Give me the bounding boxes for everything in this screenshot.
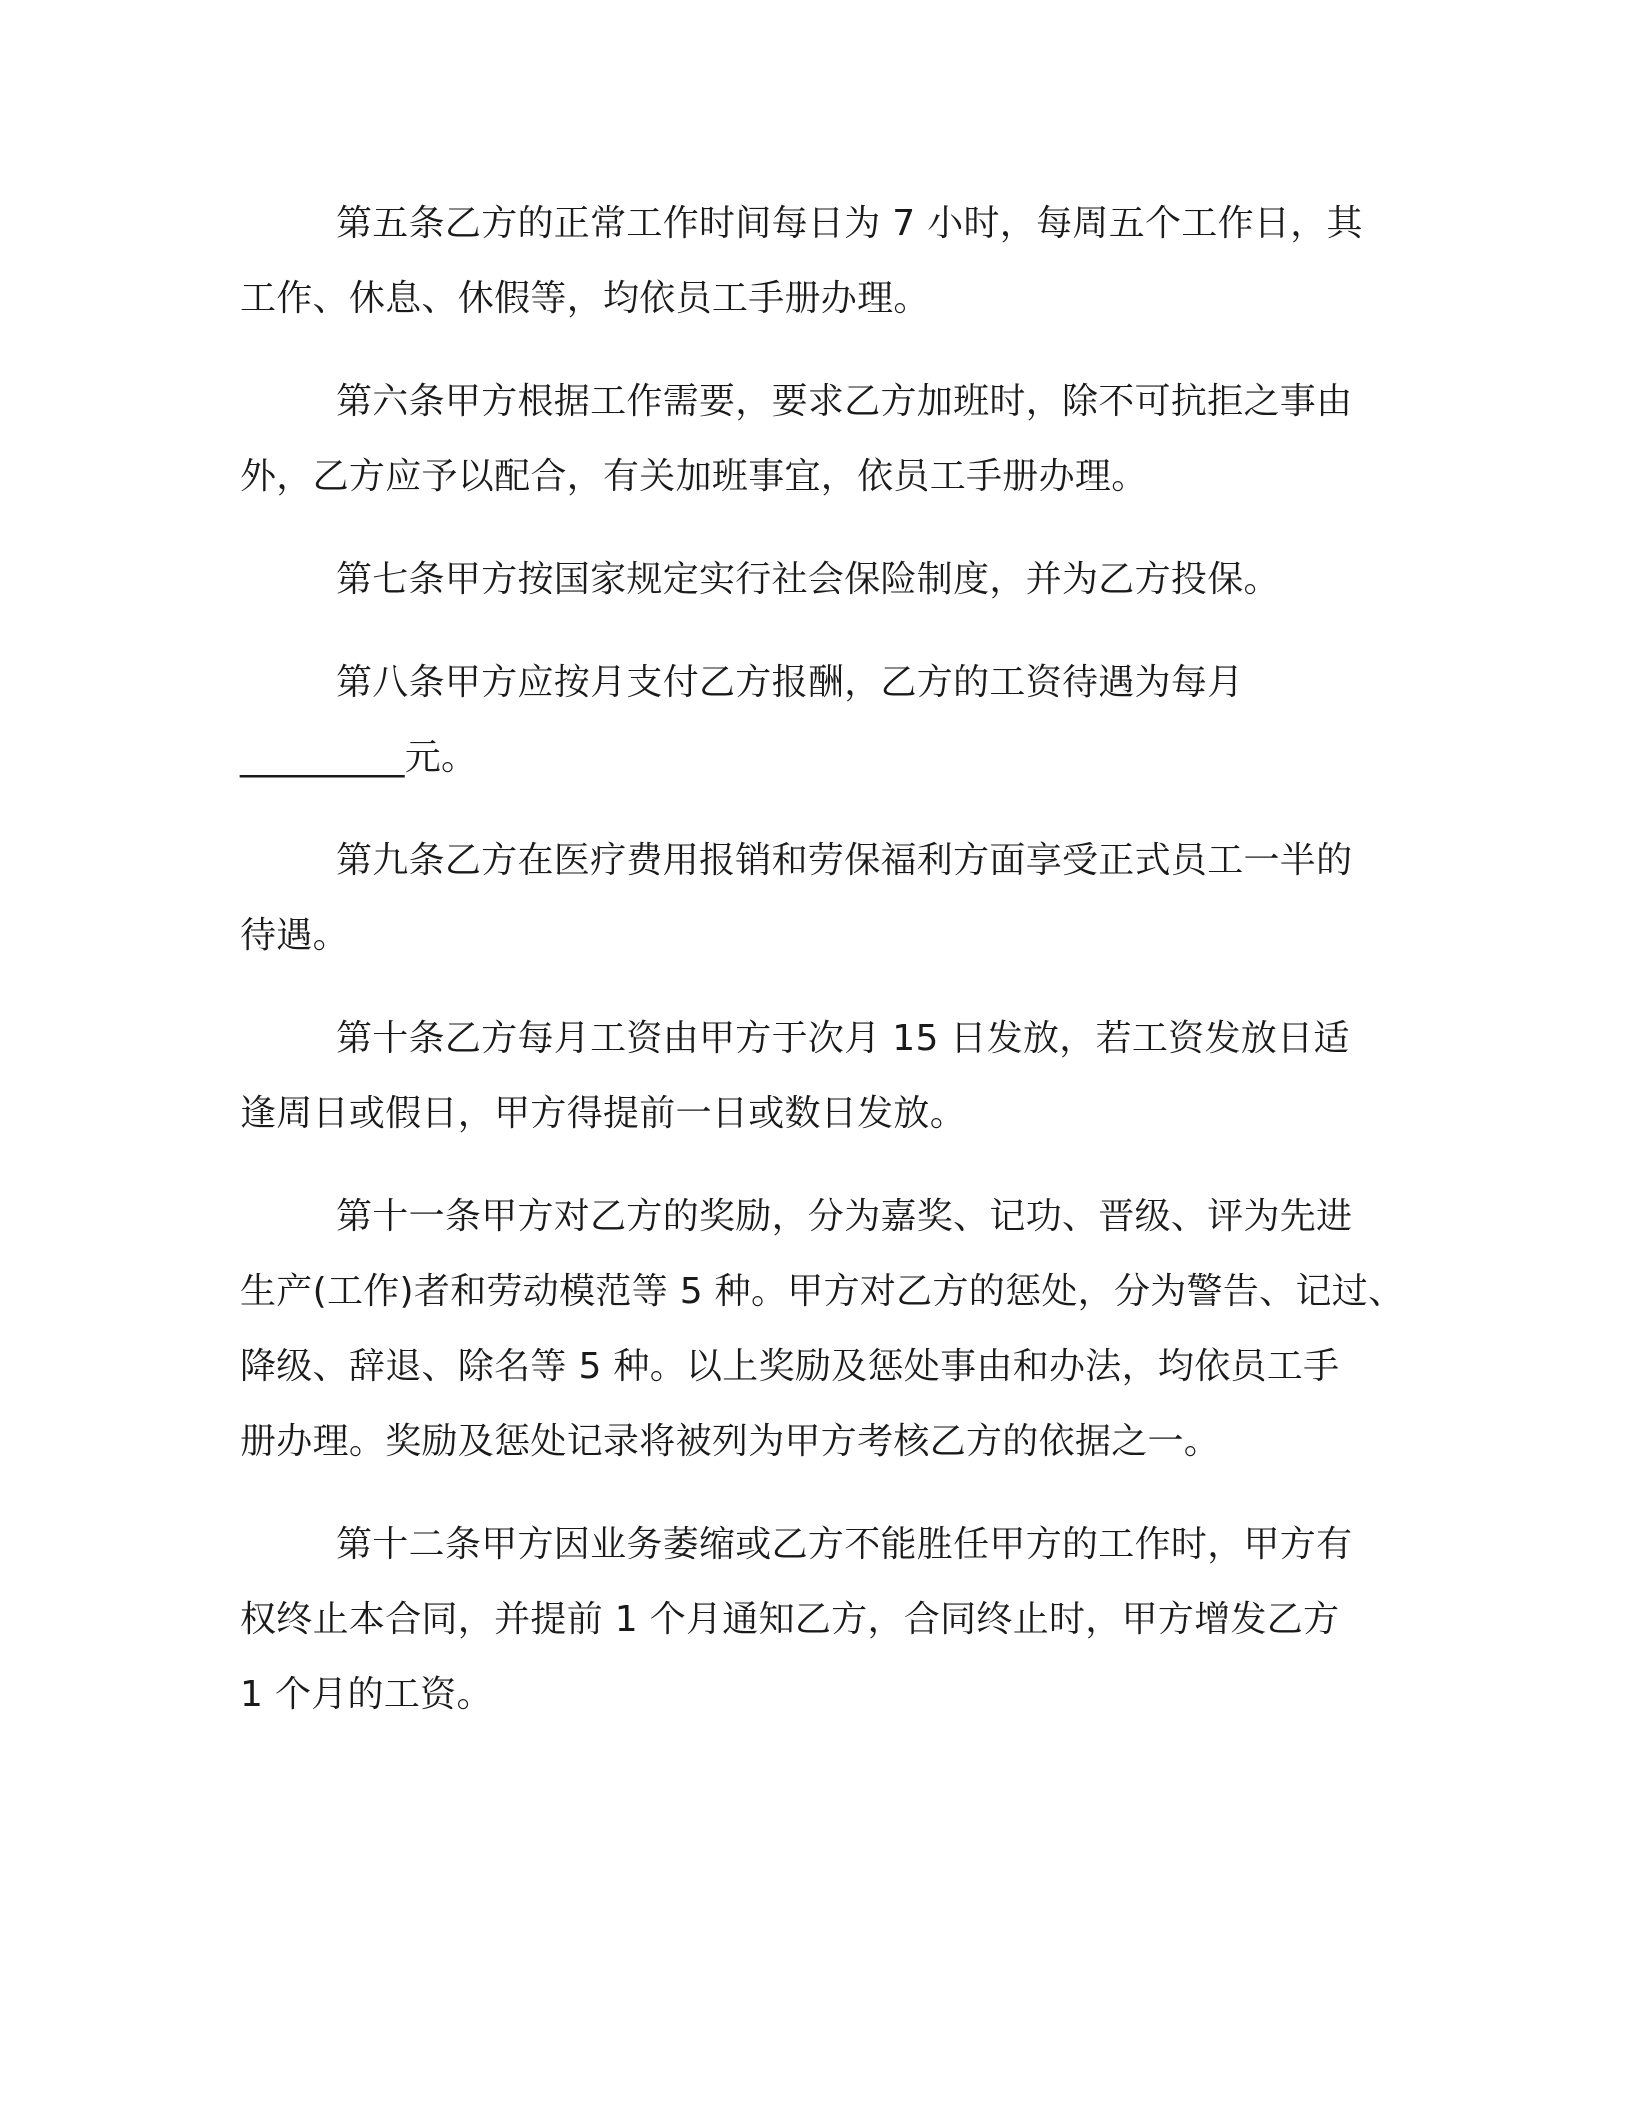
text-line: 第十条乙方每月工资由甲方于次月 15 日发放，若工资发放日适 [336,1018,1350,1059]
article-9-paragraph [240,823,1410,973]
salary-blank-line: _________元。 [240,737,478,778]
text-line: 1 个月的工资。 [240,1674,493,1715]
text-line: 第十一条甲方对乙方的奖励，分为嘉奖、记功、晋级、评为先进 [336,1196,1353,1237]
article-6-paragraph [240,364,1410,514]
article-12-paragraph [240,1507,1410,1732]
document-body [240,186,1410,1760]
text-line: 降级、辞退、除名等 5 种。以上奖励及惩处事由和办法，均依员工手 [240,1346,1340,1387]
text-line: 工作、休息、休假等，均依员工手册办理。 [240,278,930,319]
text-line: 册办理。奖励及惩处记录将被列为甲方考核乙方的依据之一。 [240,1421,1221,1462]
article-10-paragraph [240,1001,1410,1151]
text-line: 第六条甲方根据工作需要，要求乙方加班时，除不可抗拒之事由 [336,381,1353,422]
text-line: 权终止本合同，并提前 1 个月通知乙方，合同终止时，甲方增发乙方 [240,1599,1340,1640]
article-11-paragraph [240,1179,1410,1479]
text-line: 生产(工作)者和劳动模范等 5 种。甲方对乙方的惩处，分为警告、记过、 [240,1271,1405,1312]
text-line: 外，乙方应予以配合，有关加班事宜，依员工手册办理。 [240,456,1148,497]
text-line: 第七条甲方按国家规定实行社会保险制度，并为乙方投保。 [336,559,1280,600]
text-line: 逢周日或假日，甲方得提前一日或数日发放。 [240,1093,967,1134]
article-5-paragraph [240,186,1410,336]
text-line: 第十二条甲方因业务萎缩或乙方不能胜任甲方的工作时，甲方有 [336,1524,1353,1565]
text-line: 待遇。 [240,915,349,956]
text-line: 第九条乙方在医疗费用报销和劳保福利方面享受正式员工一半的 [336,840,1353,881]
article-7-paragraph [240,542,1410,617]
text-line: 第五条乙方的正常工作时间每日为 7 小时，每周五个工作日，其 [336,203,1363,244]
text-line: 第八条甲方应按月支付乙方报酬，乙方的工资待遇为每月 [336,662,1244,703]
article-8-paragraph [240,645,1410,795]
